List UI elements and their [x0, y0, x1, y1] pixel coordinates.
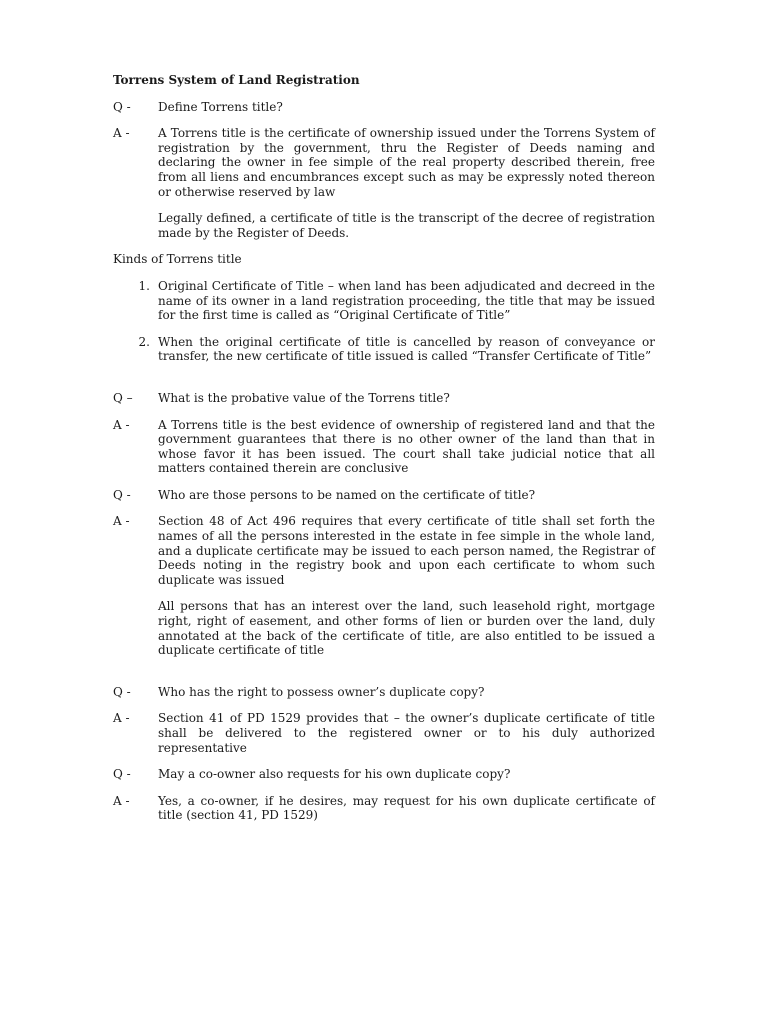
answer-label: A -	[113, 417, 130, 432]
answer-4	[113, 711, 655, 755]
question-label: Q -	[113, 487, 131, 502]
list-item	[113, 335, 655, 364]
answer-1	[113, 126, 655, 240]
list-text: Original Certificate of Title – when land has been adjudicated and decreed in the name of its owner in a land registration proceeding, the title that may be issued for the first time is called as “Original Certificate of Title”	[158, 278, 655, 323]
question-5	[113, 767, 655, 782]
answer-2	[113, 418, 655, 476]
answer-3	[113, 514, 655, 657]
document-title: Torrens System of Land Registration	[113, 73, 360, 87]
kinds-heading: Kinds of Torrens title	[113, 252, 242, 267]
question-label: Q –	[113, 390, 133, 405]
list-number: 2.	[138, 334, 150, 349]
question-2	[113, 391, 655, 406]
document-page	[113, 73, 655, 835]
question-text: What is the probative value of the Torrens title?	[158, 390, 450, 405]
question-label: Q -	[113, 684, 131, 699]
answer-paragraph: Section 41 of PD 1529 provides that – the owner’s duplicate certificate of title shall be delivered to the registered owner or to his duly authorized representative	[158, 711, 655, 755]
list-number: 1.	[138, 278, 150, 293]
answer-paragraph: All persons that has an interest over the land, such leasehold right, mortgage right, right of easement, and other forms of lien or burden over the land, duly annotated at the back of the certificate of title, are also entitled to be issued a duplicate certificate of title	[158, 599, 655, 658]
question-label: Q -	[113, 767, 131, 782]
question-text: Define Torrens title?	[158, 99, 283, 114]
list-text: When the original certificate of title is cancelled by reason of conveyance or transfer, the new certificate of title issued is called “Transfer Certificate of Title”	[158, 334, 655, 364]
question-text: Who has the right to possess owner’s duplicate copy?	[158, 684, 485, 699]
answer-label: A -	[113, 126, 130, 141]
list-item	[113, 279, 655, 323]
answer-label: A -	[113, 711, 130, 726]
answer-paragraph: Legally defined, a certificate of title is the transcript of the decree of registration made by the Register of Deeds.	[158, 211, 655, 240]
question-1	[113, 100, 655, 115]
answer-paragraph: Yes, a co-owner, if he desires, may request for his own duplicate certificate of title (section 41, PD 1529)	[158, 793, 655, 823]
question-3	[113, 488, 655, 503]
answer-label: A -	[113, 514, 130, 529]
answer-paragraph: Section 48 of Act 496 requires that every certificate of title shall set forth the names of all the persons interested in the estate in fee simple in the whole land, and a duplicate certificate may be issued to each person named, the Registrar of Deeds noting in the registry book and upon each certificate to whom such duplicate was issued	[158, 514, 655, 587]
answer-label: A -	[113, 793, 130, 808]
question-4	[113, 685, 655, 700]
question-text: May a co-owner also requests for his own duplicate copy?	[158, 767, 511, 782]
question-label: Q -	[113, 99, 131, 114]
question-text: Who are those persons to be named on the certificate of title?	[158, 487, 536, 502]
answer-5	[113, 794, 655, 823]
answer-paragraph: A Torrens title is the certificate of ownership issued under the Torrens System of registration by the government, thru the Register of Deeds naming and declaring the owner in fee simple of the real property described therein, free from all liens and encumbrances except such as may be expressly noted thereon or otherwise reserved by law	[158, 126, 655, 199]
answer-paragraph: A Torrens title is the best evidence of ownership of registered land and that the government guarantees that there is no other owner of the land than that in whose favor it has been issued. The court shall take judicial notice that all matters contained therein are conclusive	[158, 417, 655, 476]
kinds-list	[113, 279, 655, 364]
